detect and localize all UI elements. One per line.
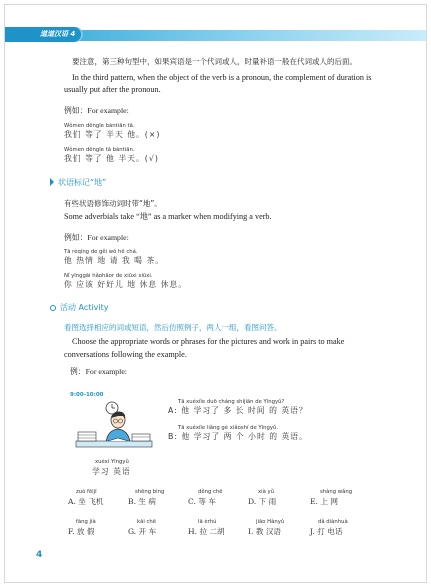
option-b: B. 生 病 [128, 497, 157, 506]
activity-title-text: 活动 Activity [60, 303, 109, 312]
page-number: 4 [36, 550, 43, 560]
example-label-3: 例：For example: [70, 367, 127, 376]
circle-marker-icon [50, 305, 56, 311]
illustration-caption-chinese: 学习 英语 [92, 467, 131, 476]
option-e-pinyin: shàng wǎng [320, 489, 353, 495]
para2-cn: 有些状语修饰动词时带“地”。 [64, 199, 162, 208]
illustration-time-label: 9:00-10:00 [70, 392, 104, 398]
option-f-pinyin: fàng jià [76, 519, 96, 525]
option-h: H. 拉 二胡 [188, 527, 225, 536]
example-label-1: 例如：For example: [64, 106, 129, 115]
option-j-pinyin: dǎ diànhuà [318, 519, 348, 525]
qb-pinyin: Tā xuéxíle liǎng gè xiǎoshí de Yīngyǔ. [178, 425, 279, 431]
option-i: I. 教 汉语 [248, 527, 282, 536]
header-title: 道道汉语 4 [40, 30, 76, 38]
ex1-chinese-b: 我们 等了 他 半天。(√) [64, 154, 159, 163]
activity-instruction-en-1: Choose the appropriate words or phrases for the pictures and work in pairs to make [72, 337, 345, 346]
option-j: J. 打 电话 [310, 527, 343, 536]
ex2-chinese-b: 你 应该 好好儿 地 休息 休息。 [64, 280, 187, 289]
activity-instruction-en-2: conversations following the example. [64, 350, 187, 359]
student-studying-illustration [70, 394, 158, 458]
option-a: A. 坐 飞机 [68, 497, 104, 506]
option-h-pinyin: lā èrhú [198, 519, 217, 525]
ex1-pinyin-a: Wǒmen děngle bàntiān tā. [64, 123, 135, 129]
section-title-text: 状语标记“地” [58, 178, 107, 187]
ex2-pinyin-a: Tā rèqíng de gěi wǒ hē chá. [64, 249, 138, 255]
example-label-2: 例如：For example: [64, 233, 129, 242]
option-f: F. 放 假 [68, 527, 95, 536]
qb-chinese: B: 他 学习了 两 个 小时 的 英语。 [168, 432, 308, 441]
para1-cn: 要注意，第三种句型中，如果宾语是一个代词或人，时量补语一般在代词或人的后面。 [72, 57, 357, 66]
option-d: D. 下 雨 [248, 497, 277, 506]
option-e: E. 上 网 [310, 497, 338, 506]
option-a-pinyin: zuò fēijī [76, 489, 97, 495]
section-title-marker-de [50, 177, 106, 189]
ex1-pinyin-b: Wǒmen děngle tā bàntiān. [64, 147, 135, 153]
option-d-pinyin: xià yǔ [258, 489, 275, 495]
ex1-chinese-a: 我们 等了 半天 他。(×) [64, 130, 161, 139]
para1-en-2: usually put after the pronoun. [64, 85, 161, 94]
qa-pinyin: Tā xuéxíle duō cháng shíjiān de Yīngyǔ? [178, 399, 285, 405]
qa-chinese: A: 他 学习了 多 长 时间 的 英语？ [168, 406, 308, 415]
option-b-pinyin: shēng bìng [135, 489, 165, 495]
para2-en: Some adverbials take “地” as a marker when modifying a verb. [64, 212, 272, 221]
triangle-marker-icon [50, 178, 54, 186]
option-g-pinyin: kāi chē [137, 519, 156, 525]
ex2-chinese-a: 他 热情 地 请 我 喝 茶。 [64, 256, 165, 265]
para1-en-1: In the third pattern, when the object of the verb is a pronoun, the complement of duration is [72, 73, 372, 82]
section-title-activity [50, 302, 108, 314]
option-c: C. 等 车 [188, 497, 216, 506]
option-i-pinyin: jiāo Hànyǔ [256, 519, 285, 525]
option-g: G. 开 车 [128, 527, 157, 536]
option-c-pinyin: děng chē [198, 489, 223, 495]
activity-instruction-cn: 看图选择相应的词或短语，然后仿照例子，两人一组，看图问答。 [64, 323, 282, 332]
ex2-pinyin-b: Nǐ yīnggāi hǎohāor de xiūxi xiūxi. [64, 273, 153, 279]
illustration-caption-pinyin: xuéxí Yīngyǔ [95, 459, 129, 465]
